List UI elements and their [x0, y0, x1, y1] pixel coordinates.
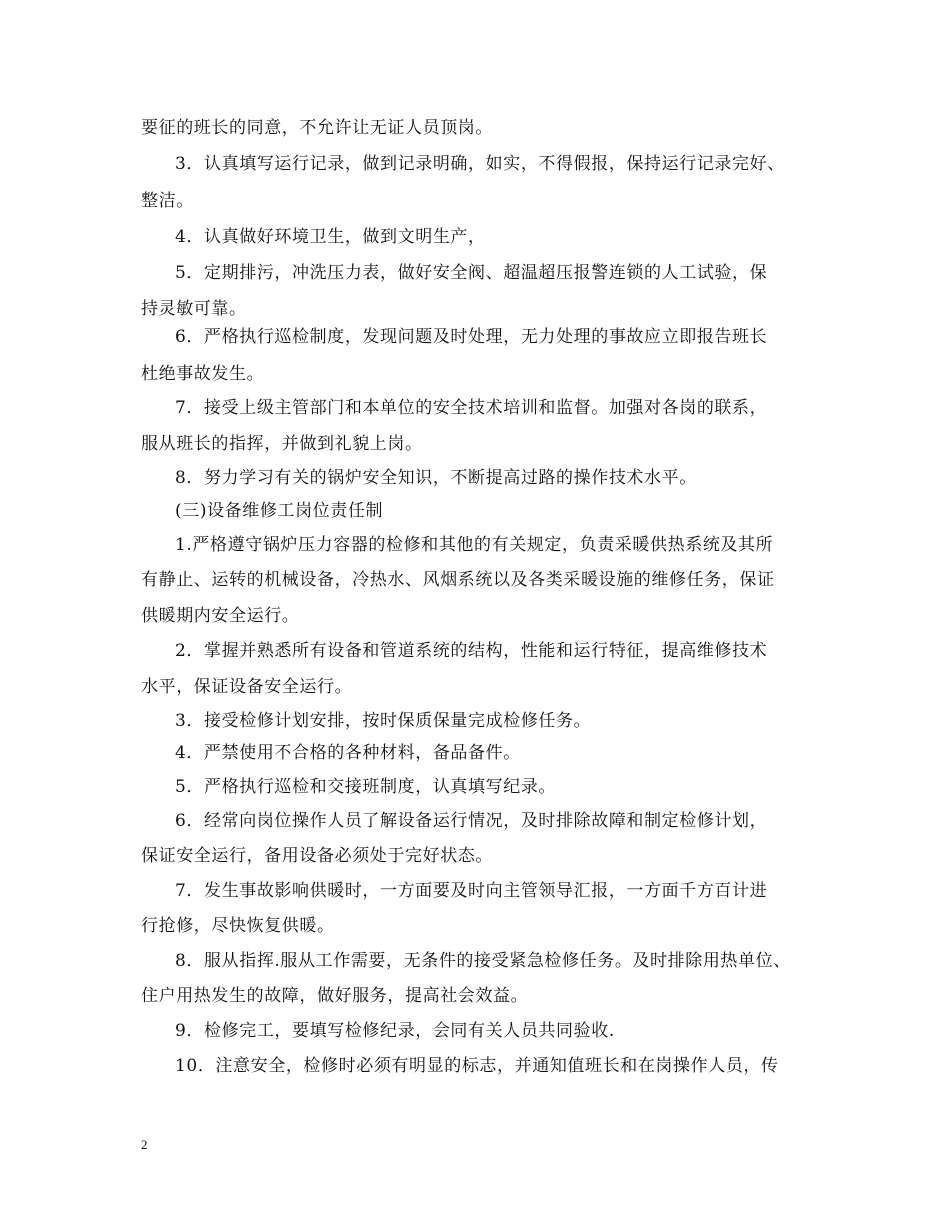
text-line-1: 要征的班长的同意，不允许让无证人员顶岗。	[141, 118, 493, 138]
text-line-14: 有静止、运转的机械设备，冷热水、风烟系统以及各类采暖设施的维修任务，保证	[141, 570, 775, 590]
text-line-3: 整洁。	[141, 191, 194, 211]
text-line-26: 住户用热发生的故障，做好服务，提高社会效益。	[141, 986, 529, 1006]
text-line-10: 服从班长的指挥，并做到礼貌上岗。	[141, 434, 423, 454]
text-line-2: 3．认真填写运行记录，做到记录明确，如实，不得假报，保持运行记录完好、	[175, 154, 785, 174]
page-number: 2	[141, 1137, 148, 1152]
text-line-17: 水平，保证设备安全运行。	[141, 677, 353, 697]
text-line-15: 供暖期内安全运行。	[141, 606, 300, 626]
text-line-28: 10．注意安全，检修时必须有明显的标志，并通知值班长和在岗操作人员，传	[175, 1056, 779, 1076]
text-line-13: 1.严格遵守锅炉压力容器的检修和其他的有关规定，负责采暖供热系统及其所	[175, 535, 774, 555]
text-line-16: 2．掌握并熟悉所有设备和管道系统的结构，性能和运行特征，提高维修技术	[175, 641, 768, 661]
text-line-24: 行抢修，尽快恢复供暖。	[141, 916, 335, 936]
text-line-4: 4．认真做好环境卫生，做到文明生产，	[175, 227, 486, 247]
text-line-8: 杜绝事故发生。	[141, 364, 265, 384]
text-line-23: 7．发生事故影响供暖时，一方面要及时向主管领导汇报，一方面千方百计进	[175, 881, 768, 901]
text-line-5: 5．定期排污，冲洗压力表，做好安全阀、超温超压报警连锁的人工试验，保	[175, 263, 768, 283]
text-line-11: 8．努力学习有关的锅炉安全知识，不断提高过路的操作技术水平。	[175, 468, 697, 488]
text-line-19: 4．严禁使用不合格的各种材料，备品备件。	[175, 743, 521, 763]
text-line-18: 3．接受检修计划安排，按时保质保量完成检修任务。	[175, 711, 592, 731]
text-line-25: 8．服从指挥.服从工作需要，无条件的接受紧急检修任务。及时排除用热单位、	[175, 951, 791, 971]
text-line-9: 7．接受上级主管部门和本单位的安全技术培训和监督。加强对各岗的联系，	[175, 398, 768, 418]
text-line-20: 5．严格执行巡检和交接班制度，认真填写纪录。	[175, 777, 557, 797]
text-line-7: 6．严格执行巡检制度，发现问题及时处理，无力处理的事故应立即报告班长	[175, 327, 768, 347]
text-line-22: 保证安全运行，备用设备必须处于完好状态。	[141, 846, 493, 866]
text-line-27: 9．检修完工，要填写检修纪录，会同有关人员共同验收.	[175, 1021, 615, 1041]
text-line-6: 持灵敏可靠。	[141, 299, 247, 319]
section-heading: (三)设备维修工岗位责任制	[175, 501, 384, 521]
text-line-21: 6．经常向岗位操作人员了解设备运行情况，及时排除故障和制定检修计划，	[175, 811, 768, 831]
